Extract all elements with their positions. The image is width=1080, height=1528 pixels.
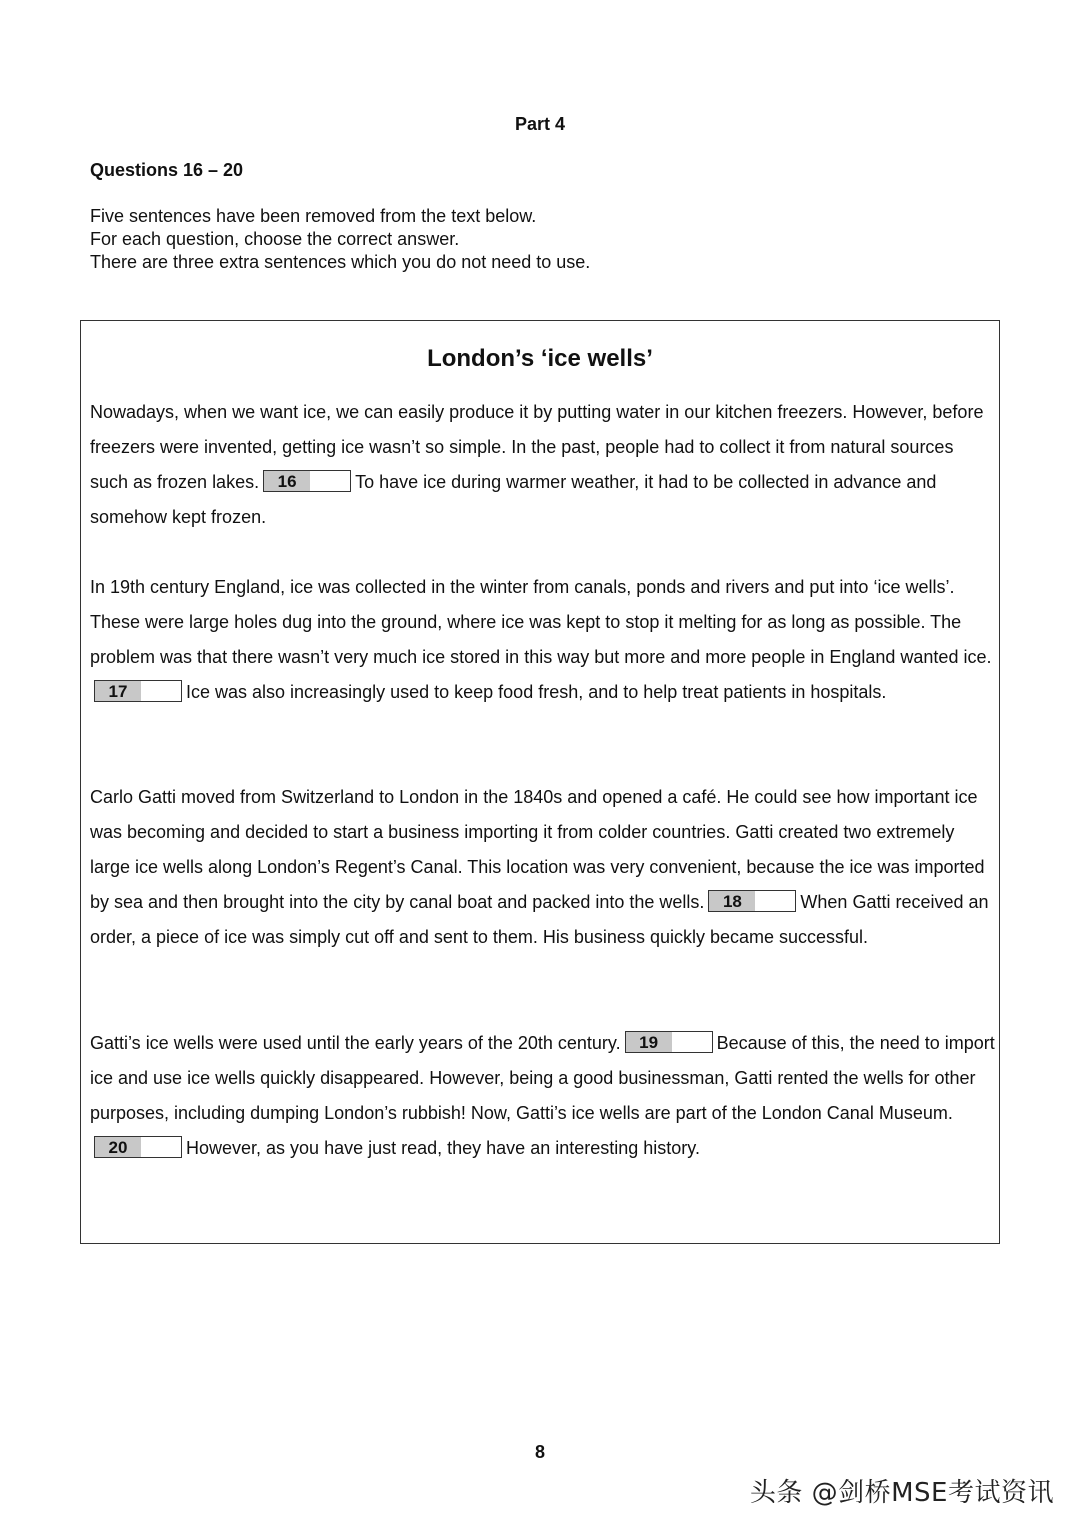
instructions [90,205,590,274]
gap-number: 18 [709,891,755,911]
part-title: Part 4 [514,114,566,134]
answer-gap-16[interactable] [263,470,351,492]
gap-number: 19 [626,1032,672,1052]
gap-number: 17 [95,681,141,701]
answer-gap-20[interactable] [94,1136,182,1158]
instruction-line: Five sentences have been removed from the text below. [90,206,537,226]
paragraph [90,1026,995,1166]
article-box [80,320,1000,1244]
paragraph-text: Nowadays, when we want ice, we can easily produce it by putting water in our kitchen freezers. However, before freezers were invented, getting ice wasn’t so simple. In the past, people had to collect it from natural sources such as frozen lakes. [90,402,984,492]
page-number: 8 [534,1442,545,1462]
paragraph [90,395,995,535]
paragraph-text: Ice was also increasingly used to keep food fresh, and to help treat patients in hospitals. [186,682,887,702]
answer-gap-19[interactable] [625,1031,713,1053]
gap-number: 16 [264,471,310,491]
paragraph [90,570,995,710]
watermark: 头条 @剑桥MSE考试资讯 [749,1478,1054,1508]
paragraph-text: Because of this, the need to import ice and use ice wells quickly disappeared. However, being a good businessman, Gatti rented the wells for other purposes, including dumping London’s rubbish! Now, Gatti’s ice wells are part of the London Canal Museum. [90,1033,995,1123]
paragraph-text: Gatti’s ice wells were used until the early years of the 20th century. [90,1033,621,1053]
instruction-line: For each question, choose the correct answer. [90,229,460,249]
paragraph [90,780,995,955]
questions-title: Questions 16 – 20 [90,160,244,180]
answer-gap-18[interactable] [708,890,796,912]
paragraph-text: In 19th century England, ice was collected in the winter from canals, ponds and rivers and put into ‘ice wells’. These were large holes dug into the ground, where ice was kept to stop it melting for as long as possible. The problem was that there wasn’t very much ice stored in this way but more and more people in England wanted ice. [90,577,992,667]
instruction-line: There are three extra sentences which you do not need to use. [90,252,591,272]
answer-gap-17[interactable] [94,680,182,702]
paragraph-text: To have ice during warmer weather, it had to be collected in advance and somehow kept frozen. [90,472,937,527]
paragraph-text: When Gatti received an order, a piece of ice was simply cut off and sent to them. His business quickly became successful. [90,892,989,947]
article-title: London’s ‘ice wells’ [427,345,653,372]
paragraph-text: Carlo Gatti moved from Switzerland to London in the 1840s and opened a café. He could see how important ice was becoming and decided to start a business importing it from colder countries. Gatti created two extremely large ice wells along London’s Regent’s Canal. This location was very convenient, because the ice was imported by sea and then brought into the city by canal boat and packed into the wells. [90,787,985,912]
paragraph-text: However, as you have just read, they have an interesting history. [186,1138,700,1158]
gap-number: 20 [95,1137,141,1157]
